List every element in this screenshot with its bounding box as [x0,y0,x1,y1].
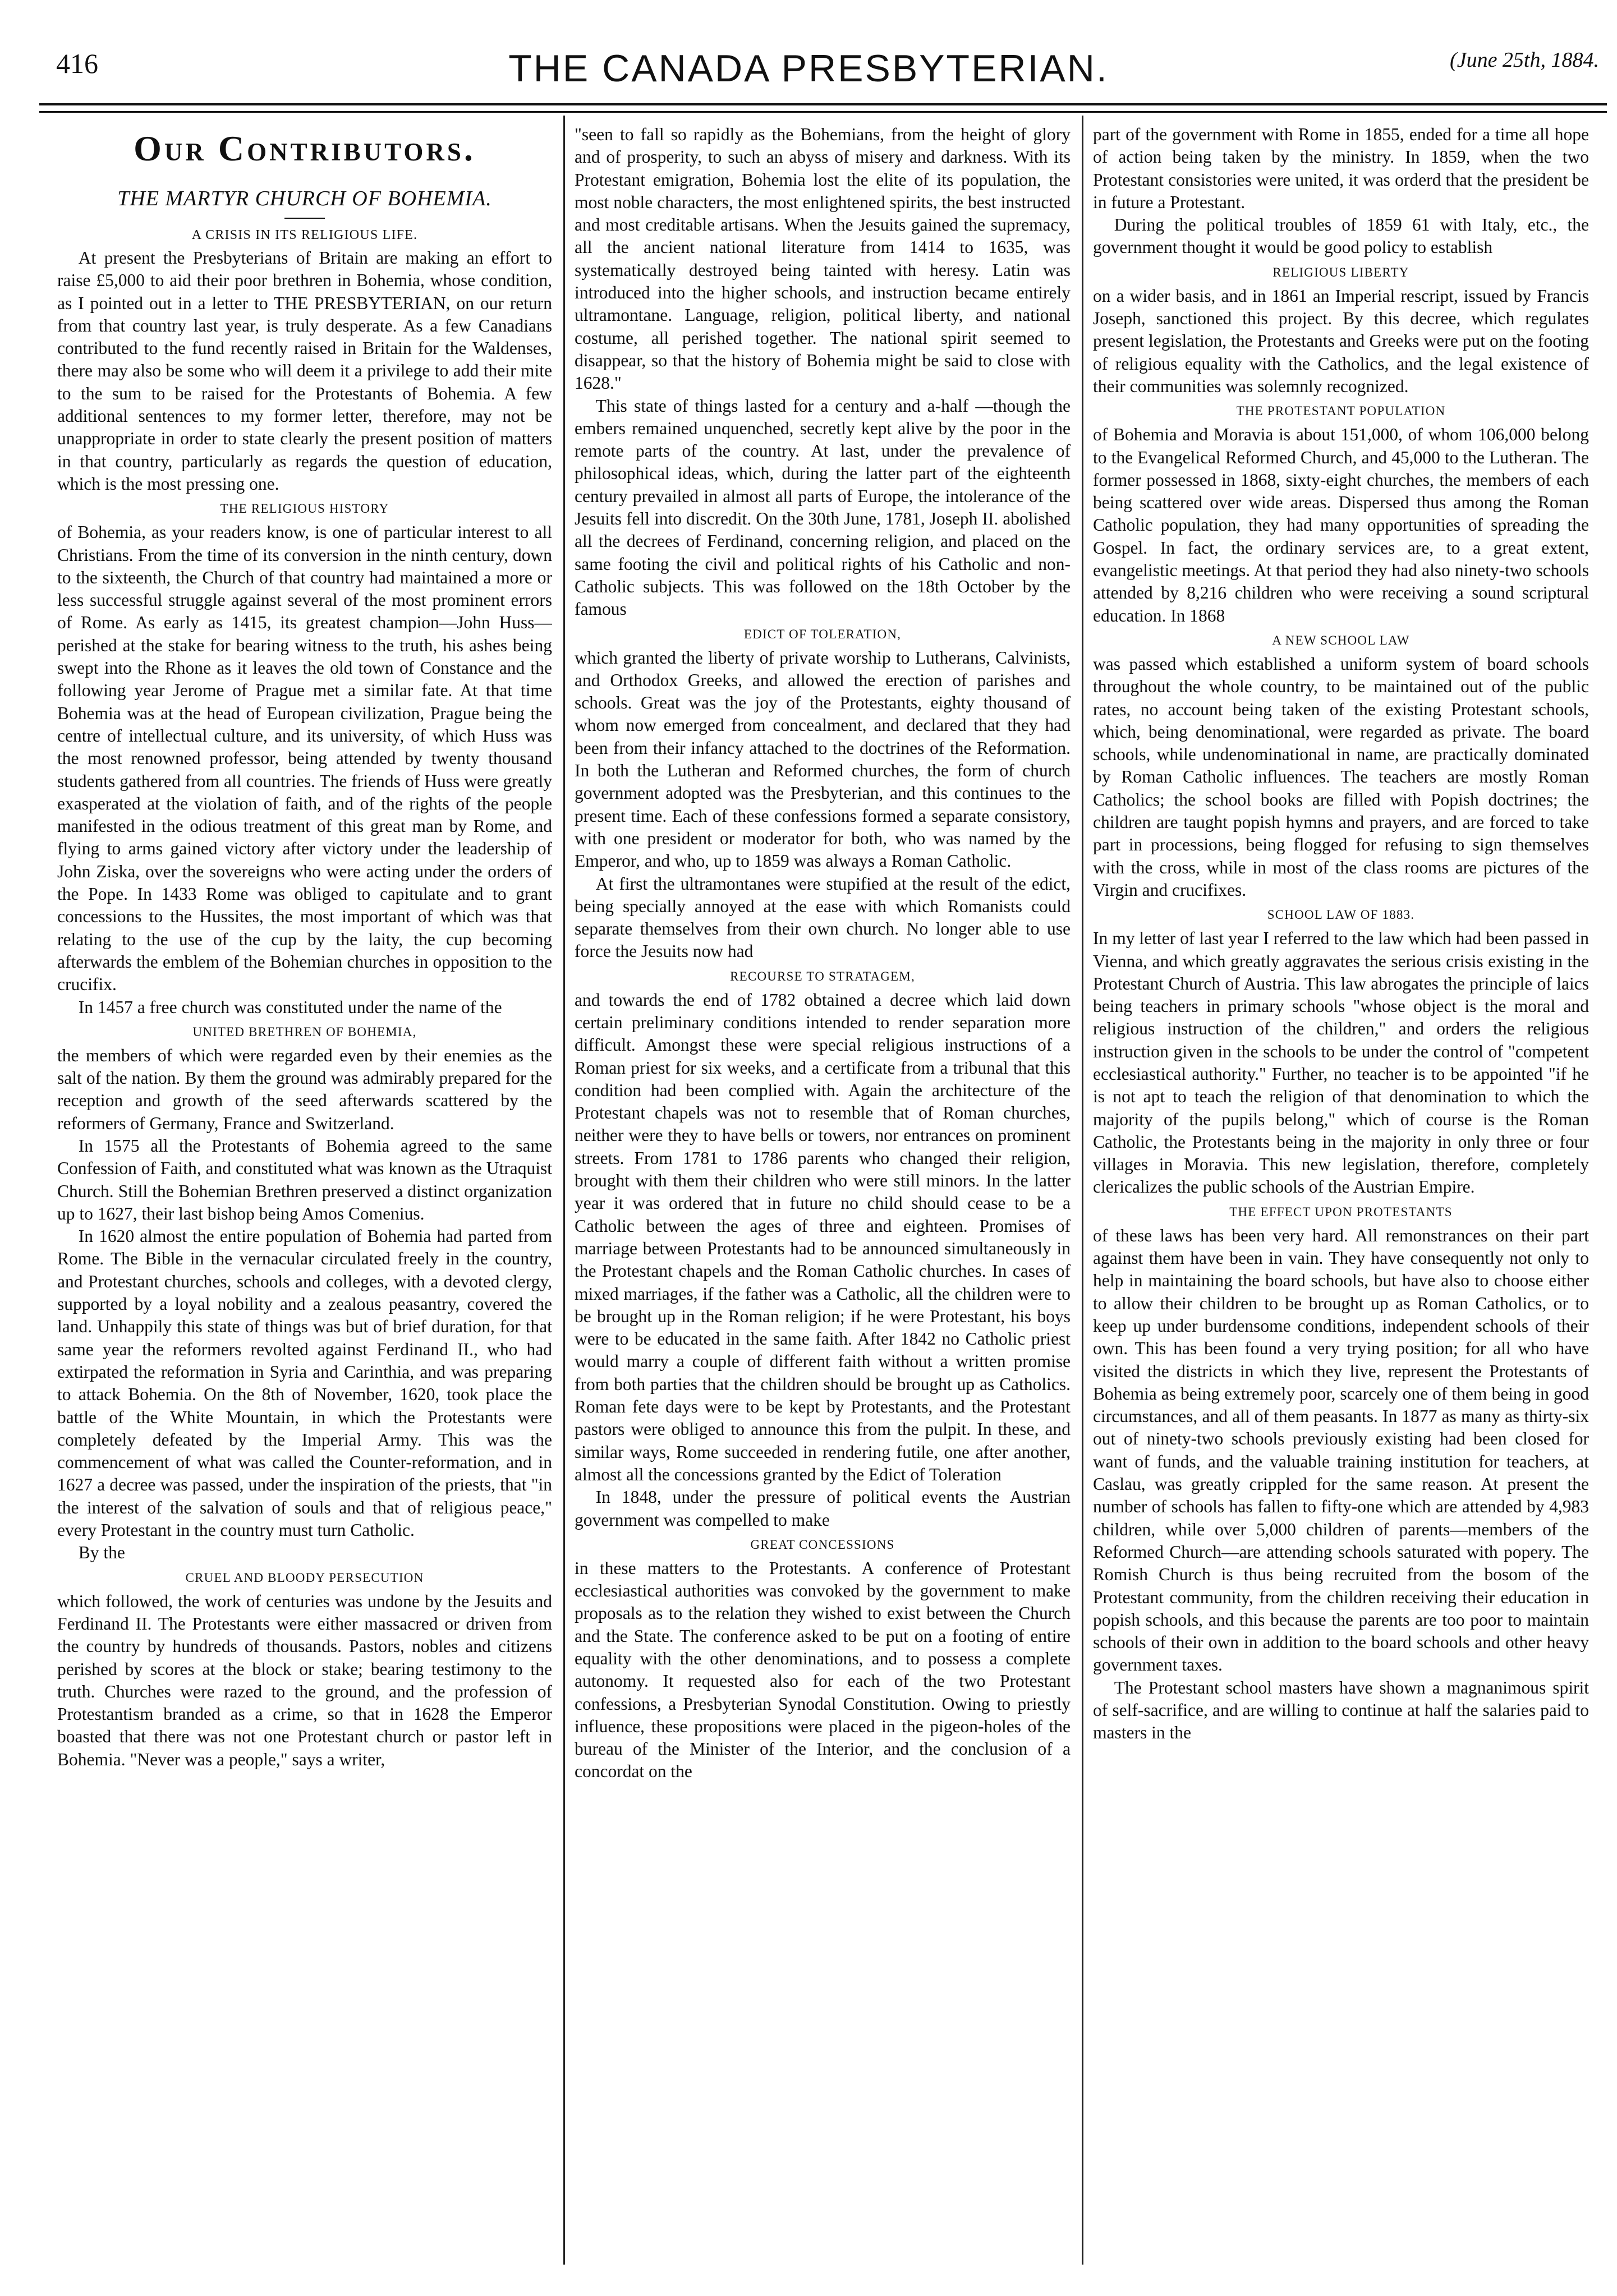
header-rule-thick [39,103,1607,105]
paragraph: part of the government with Rome in 1855, ended for a time all hope of action being taken by the ministry. In 1859, when the two Protestant consistories were united, it was orderd that the president be in future a Protestant. [1093,125,1589,212]
subhead-concessions: GREAT CONCESSIONS [750,1537,895,1552]
header-rule-thin [39,111,1607,113]
article-title: THE MARTYR CHURCH OF BOHEMIA. [117,187,492,210]
subhead-population: THE PROTESTANT POPULATION [1236,404,1446,418]
paragraph: In 1575 all the Protestants of Bohemia agreed to the same Confession of Faith, and constituted what was known as the Utraquist Church. Still the Bohemian Brethren preserved a distinct organization up to 1627, their last bishop being Amos Comenius. [57,1135,552,1223]
paragraph: In my letter of last year I referred to the law which had been passed in Vienna, and which greatly aggravates the serious crisis existing in the Protestant Church of Austria. This law abrogates the principle of laics being teachers in primary schools "whose object is the moral and religious instruction of the children," and orders the religious instruction given in the schools to be under the control of "competent ecclesiastical authority." Further, no teacher is to be appointed "if he is not apt to teach the religion of that denomination to which the majority of the pupils belong," which of course is the Roman Catholic, the Protestants being in the majority in only three or four villages in Moravia. This new legislation, therefore, completely clericalizes the public schools of the Austrian Empire. [1093,928,1589,1197]
article-column-3 [1093,123,1589,2261]
column-divider-right [1082,116,1083,2265]
paragraph: During the political troubles of 1859 61 with Italy, etc., the government thought it would be good policy to establish [1093,215,1589,257]
paragraph: which followed, the work of centuries was undone by the Jesuits and Ferdinand II. The Protestants were either massacred or driven from the country by hundreds of thousands. Pastors, nobles and citizens perished by scores at the block or stake; bearing testimony to the truth. Churches were razed to the ground, and the profession of Protestantism branded as a crime, so that in 1628 the Emperor boasted that there was not one Protestant church or pastor left in Bohemia. "Never was a people," says a writer, [57,1591,552,1769]
article-column-1 [57,123,552,2261]
paragraph: The Protestant school masters have shown a magnanimous spirit of self-sacrifice, and are willing to continue at half the salaries paid to masters in the [1093,1677,1589,1743]
paragraph: of these laws has been very hard. All remonstrances on their part against them have been in vain. They have consequently not only to help in maintaining the board schools, but have also to choose either to allow their children to be brought up as Roman Catholics, or to keep up under burdensome conditions, independent schools of their own. This has been found a very trying position; for all who have visited the districts in which they live, represent the Protestants of Bohemia as being extremely poor, scarcely one of them being in good circumstances, and all of them peasants. In 1877 as many as thirty-six out of ninety-two schools previously existing had been closed for want of funds, and the valuable training institution for teachers, at Caslau, was greatly crippled for the same reason. At present the number of schools has fallen to fifty-one which are attended by 4,983 children, while over 5,000 children of parents—members of the Reformed Church—are attending schools saturated with popery. The Romish Church is thus being recruited from the bosom of the Protestant community, from the children receiving their education in popish schools, and this because the parents are too poor to maintain schools of their own in addition to the board schools and other heavy government taxes. [1093,1225,1589,1675]
subhead-effect: THE EFFECT UPON PROTESTANTS [1229,1204,1453,1219]
masthead-title: THE CANADA PRESBYTERIAN. [508,47,1109,90]
paragraph: was passed which established a uniform system of board schools throughout the whole country, to be maintained out of the public rates, no account being taken of the existing Protestant schools, which, being denominational, were regarded as private. The board schools, while undenominational in name, are practically dominated by Roman Catholic influences. The teachers are mostly Roman Catholics; the school books are filled with Popish doctrines; the children are taught popish hymns and prayers, and are forced to take part in processions, being flogged for refusing to sign themselves with the cross, while in most of the class rooms are pictures of the Virgin and crucifixes. [1093,654,1589,900]
paragraph: and towards the end of 1782 obtained a decree which laid down certain preliminary conditions intended to render separation more difficult. Amongst these were special religious instructions of a Roman priest for six weeks, and a certificate from a tribunal that this condition had been complied with. Again the architecture of the Protestant chapels was not to resemble that of Roman churches, neither were they to have bells or towers, nor entrances on prominent streets. From 1781 to 1786 parents who changed their religion, brought with them their children who were still minors. In the latter year it was ordered that in future no child should cease to be a Catholic between the ages of three and eighteen. Promises of marriage between Protestants had to be announced simultaneously in the Protestant chapels and the Roman Catholic churches. In cases of mixed marriages, if the father was a Catholic, all the children were to be brought up in the Roman religion; if he were Protestant, his boys were to be educated in the same faith. After 1842 no Catholic priest would marry a couple of different faith without a written promise from both parties that the children should be brought up as Catholics. Roman fete days were to be kept by Protestants, and the Protestant pastors were obliged to announce this from the pulpit. In these, and similar ways, Rome succeeded in rendering futile, one after another, almost all the concessions granted by the Edict of Toleration [575,990,1071,1484]
subhead-crisis: A CRISIS IN ITS RELIGIOUS LIFE. [191,228,418,242]
issue-date: (June 25th, 1884. [1450,48,1599,72]
paragraph: the members of which were regarded even by their enemies as the salt of the nation. By them the ground was admirably prepared for the reception and growth of the seed afterwards scattered by the reformers of Germany, France and Switzerland. [57,1045,552,1133]
subhead-edict: EDICT OF TOLERATION, [743,627,902,641]
title-rule [284,218,325,219]
paragraph: which granted the liberty of private worship to Lutherans, Calvinists, and Orthodox Greeks, and allowed the erection of parishes and schools. Great was the joy of the Protestants, eighty thousand of whom now emerged from concealment, and declared that they had been from their infancy attached to the doctrines of the Reformation. In both the Lutheran and Reformed churches, the form of church government adopted was the Presbyterian, and this continues to the present time. Each of these confessions formed a separate consistory, with one president or moderator for both, who was named by the Emperor, and who, up to 1859 was always a Roman Catholic. [575,647,1071,871]
subhead-newlaw: A NEW SCHOOL LAW [1272,633,1410,647]
paragraph: At first the ultramontanes were stupified at the result of the edict, being specially annoyed at the ease with which Romanists could separate themselves from their own church. No longer able to use force the Jesuits now had [575,873,1071,961]
page-number: 416 [56,48,98,79]
subhead-brethren: UNITED BRETHREN OF BOHEMIA, [192,1024,417,1039]
subhead-liberty: RELIGIOUS LIBERTY [1273,265,1409,279]
section-heading: Our Contributors. [134,128,476,168]
paragraph: in these matters to the Protestants. A conference of Protestant ecclesiastical authorities was convoked by the government to make proposals as to the relation they wished to exist between the Church and the State. The conference asked to be put on a footing of entire equality with the other denominations, and to possess a complete autonomy. It requested also for each of the two Protestant confessions, a Presbyterian Synodal Constitution. Owing to priestly influence, these propositions were placed in the pigeon-holes of the bureau of the Minister of the Interior, and the conclusion of a concordat on the [575,1558,1071,1782]
paragraph: of Bohemia, as your readers know, is one of particular interest to all Christians. From the time of its conversion in the ninth century, down to the sixteenth, the Church of that country had maintained a more or less successful struggle against several of the most prominent errors of Rome. As early as 1415, its greatest champion—John Huss—perished at the stake for bearing witness to the truth, his ashes being swept into the Rhone as it leaves the old town of Constance and the following year Jerome of Prague met a similar fate. At that time Bohemia was at the head of European civilization, Prague being the centre of intellectual culture, and its university, of which Huss was the most renowned professor, being attended by twenty thousand students gathered from all countries. The friends of Huss were greatly exasperated at the violation of faith, and of the rights of the people manifested in the odious treatment of this great man by Rome, and flying to arms gained victory after victory under the leadership of John Ziska, over the sovereigns who were acting under the orders of the Pope. In 1433 Rome was obliged to capitulate and to grant concessions to the Hussites, the most important of which was that relating to the use of the cup by the laity, the cup becoming afterwards the emblem of the Bohemian churches in opposition to the crucifix. [57,522,552,995]
paragraph: By the [78,1543,125,1563]
paragraph: In 1457 a free church was constituted under the name of the [78,997,502,1017]
column-divider-left [563,116,565,2265]
article-column-2 [575,123,1071,2261]
subhead-persecution: CRUEL AND BLOODY PERSECUTION [185,1570,424,1585]
subhead-history: THE RELIGIOUS HISTORY [220,501,389,516]
paragraph: on a wider basis, and in 1861 an Imperial rescript, issued by Francis Joseph, sanctioned this project. By this decree, which regulates present legislation, the Protestants and Greeks were put on the footing of religious equality with the Catholics, and the legal existence of their communities was solemnly recognized. [1093,286,1589,396]
paragraph: "seen to fall so rapidly as the Bohemians, from the height of glory and of prosperity, to such an abyss of misery and darkness. With its Protestant emigration, Bohemia lost the elite of its population, the most noble characters, the most enlightened spirits, the best instructed and most creditable artisans. When the Jesuits gained the supremacy, all the ancient national literature from 1414 to 1635, was systematically destroyed being tainted with heresy. Latin was introduced into the higher schools, and instruction became entirely ultramontane. Language, religion, political liberty, and national costume, all perished together. The national spirit seemed to disappear, so that the history of Bohemia might be said to close with 1628." [575,125,1071,393]
paragraph: In 1620 almost the entire population of Bohemia had parted from Rome. The Bible in the vernacular circulated freely in the country, and Protestant churches, schools and colleges, with a devoted clergy, supported by a loyal nobility and a zealous peasantry, covered the land. Unhappily this state of things was but of brief duration, for that same year the reformers revolted against Ferdinand II., who had extirpated the reformation in Syria and Carinthia, and was preparing to attack Bohemia. On the 8th of November, 1620, took place the battle of the White Mountain, in which the Protestants were completely defeated by the Imperial Army. This was the commencement of what was called the Counter-reformation, and in 1627 a decree was passed, under the inspiration of the priests, that "in the interest of the salvation of souls and that of religious peace," every Protestant in the country must turn Catholic. [57,1226,552,1540]
subhead-stratagem: RECOURSE TO STRATAGEM, [730,969,915,983]
paragraph: In 1848, under the pressure of political events the Austrian government was compelled to make [575,1487,1071,1530]
paragraph: of Bohemia and Moravia is about 151,000, of whom 106,000 belong to the Evangelical Reformed Church, and 45,000 to the Lutheran. The former possessed in 1868, sixty-eight churches, the members of each being scattered over wide areas. Dispersed thus among the Roman Catholic population, they had many opportunities of spreading the Gospel. In fact, the ordinary services are, to a great extent, evangelistic meetings. At that period they had also ninety-two schools attended by 8,216 children who were receiving a sound scriptural education. In 1868 [1093,425,1589,625]
paragraph: This state of things lasted for a century and a-half —though the embers remained unquenched, secretly kept alive by the poor in the remote parts of the country. At last, under the prevalence of philosophical ideas, which, during the latter part of the eighteenth century prevailed in almost all parts of Europe, the intolerance of the Jesuits fell into discredit. On the 30th June, 1781, Joseph II. abolished all the decrees of Ferdinand, concerning religion, and placed on the same footing the civil and political rights of his Catholic and non-Catholic subjects. This was followed on the 18th October by the famous [575,395,1071,619]
subhead-law1883: SCHOOL LAW OF 1883. [1267,908,1415,922]
paragraph: At present the Presbyterians of Britain are making an effort to raise £5,000 to aid their poor brethren in Bohemia, whose condition, as I pointed out in a letter to THE PRESBYTERIAN, on our return from that country last year, is truly desperate. As a few Canadians contributed to the fund recently raised in Britain for the Waldenses, there may also be some who will deem it a privilege to add their mite to the sum to be raised for the Protestants of Bohemia. A few additional sentences to my former letter, therefore, may not be unappropriate in order to state clearly the present position of matters in that country, particularly as regards the question of education, which is the most pressing one. [57,248,552,494]
